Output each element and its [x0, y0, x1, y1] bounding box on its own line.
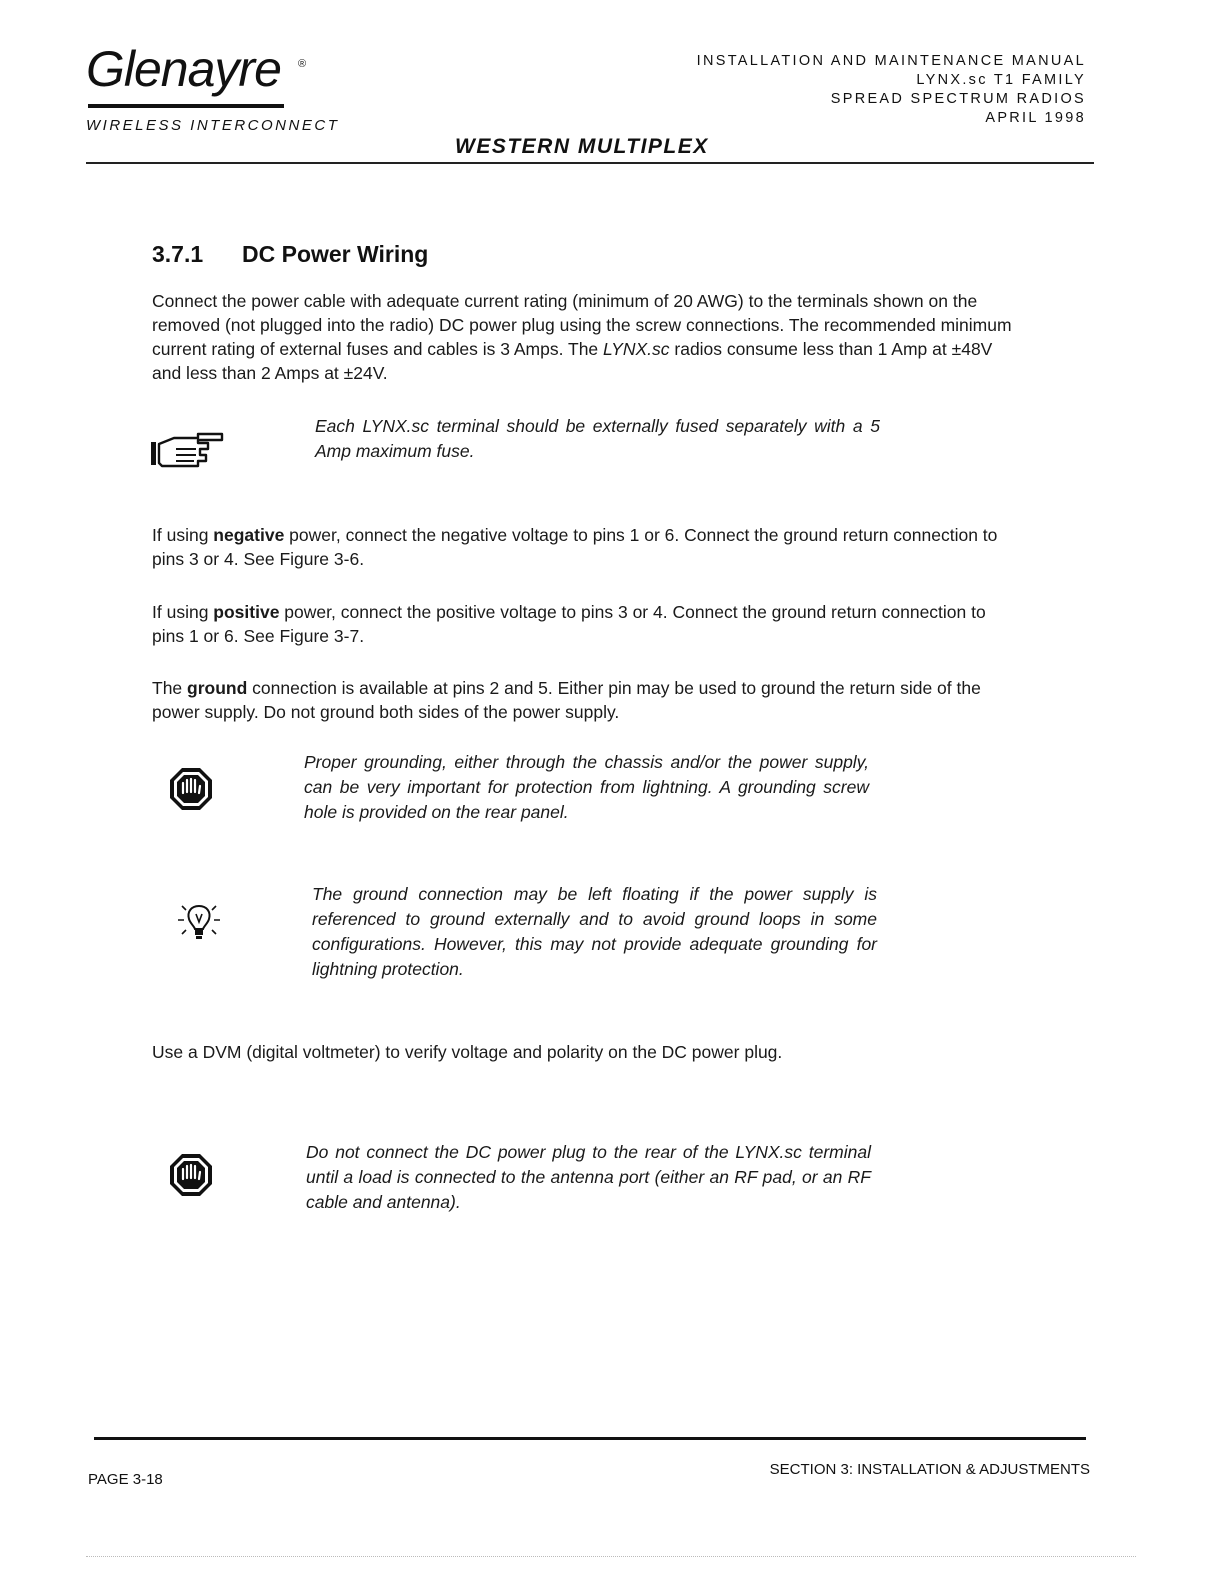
text-run: connection is available at pins 2 and 5. Either pin may be used to ground the return side of the power supply. Do not ground both sides of the power supply.: [152, 678, 981, 722]
scan-artifact-line: [86, 1556, 1136, 1558]
paragraph-power-cable: [152, 289, 1020, 385]
note-floating-ground: The ground connection may be left floating if the power supply is referenced to ground externally and to avoid ground loops in some configurations. However, this may not provide adequate grounding for lightning protection.: [312, 884, 877, 979]
section-title: DC Power Wiring: [242, 241, 429, 267]
text-run: radios consume less than 1 Amp at ±48V and less than 2 Amps at ±24V.: [152, 339, 993, 383]
manual-info: [697, 52, 1086, 128]
section-number: 3.7.1: [152, 241, 204, 267]
stop-hand-icon: [168, 1152, 214, 1198]
registered-mark: ®: [298, 58, 307, 70]
section-heading: [152, 241, 428, 268]
pointing-hand-icon: [150, 430, 224, 470]
emphasis: negative: [213, 525, 285, 545]
division-name: WESTERN MULTIPLEX: [455, 135, 709, 158]
note-antenna-load: Do not connect the DC power plug to the rear of the LYNX.sc terminal until a load is connected to the antenna port (either an RF pad, or an RF cable and antenna).: [306, 1142, 871, 1212]
product-name: LYNX.sc: [603, 339, 670, 359]
emphasis: ground: [187, 678, 248, 698]
page-number: PAGE 3-18: [88, 1471, 163, 1488]
text-run: Connect the power cable with adequate current rating (minimum of 20 AWG) to the terminals shown on the removed (not plugged into the radio) DC power plug using the screw connections. The recommended minimum current rating of external fuses and cables is 3 Amps. The: [152, 291, 1012, 359]
paragraph-ground: [152, 676, 1020, 724]
text-run: If using: [152, 525, 214, 545]
product-type: SPREAD SPECTRUM RADIOS: [830, 91, 1086, 107]
manual-date: APRIL 1998: [985, 110, 1086, 126]
brand-logo: Glenayre: [86, 41, 281, 97]
note-grounding: Proper grounding, either through the chassis and/or the power supply, can be very important for protection from lightning. A grounding screw hole is provided on the rear panel.: [304, 752, 869, 822]
text-run: power, connect the negative voltage to pins 1 or 6. Connect the ground return connection to pins 3 or 4. See Figure 3-6.: [152, 525, 998, 569]
paragraph-dvm: Use a DVM (digital voltmeter) to verify voltage and polarity on the DC power plug.: [152, 1042, 783, 1062]
header-divider: [86, 162, 1094, 164]
paragraph-positive-power: [152, 600, 1020, 648]
footer-section-title: SECTION 3: INSTALLATION & ADJUSTMENTS: [769, 1461, 1090, 1478]
text-run: power, connect the positive voltage to pins 3 or 4. Connect the ground return connection to pins 1 or 6. See Figure 3-7.: [152, 602, 986, 646]
emphasis: positive: [213, 602, 280, 622]
footer-divider: [94, 1437, 1086, 1440]
text-run: If using: [152, 602, 214, 622]
manual-title: INSTALLATION AND MAINTENANCE MANUAL: [696, 53, 1086, 69]
paragraph-negative-power: [152, 523, 1020, 571]
lightbulb-icon: [168, 898, 230, 942]
note-fuse: Each LYNX.sc terminal should be externally fused separately with a 5 Amp maximum fuse.: [315, 416, 880, 461]
logo-underline: [88, 104, 284, 108]
stop-hand-icon: [168, 766, 214, 812]
text-run: The: [152, 678, 188, 698]
product-family: LYNX.sc T1 FAMILY: [916, 72, 1086, 88]
brand-tagline: WIRELESS INTERCONNECT: [86, 117, 340, 134]
